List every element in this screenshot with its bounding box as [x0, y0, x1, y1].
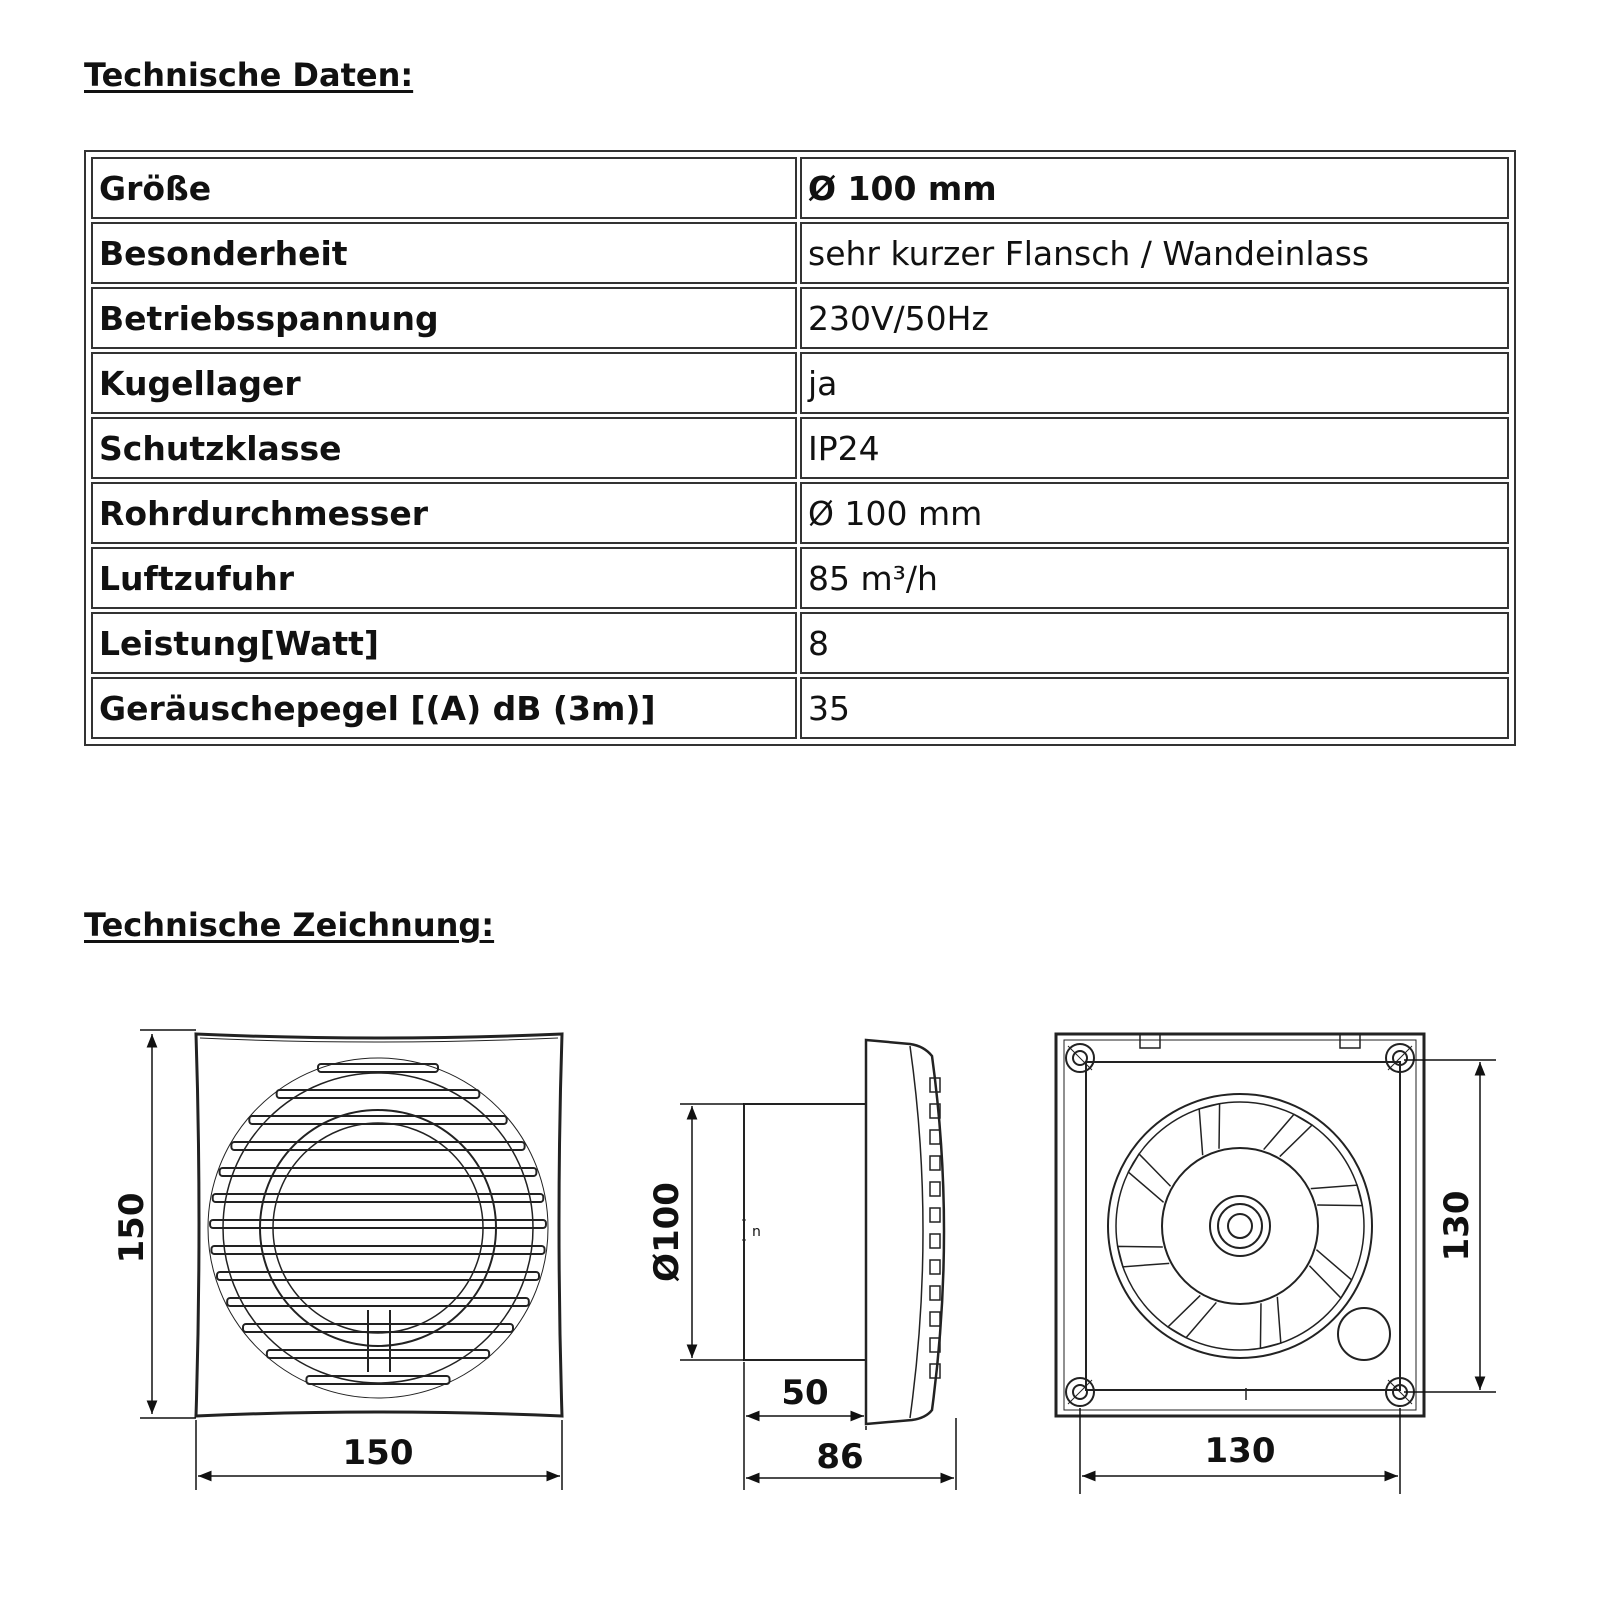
rear-hub [1162, 1148, 1318, 1304]
spec-value: Ø 100 mm [800, 482, 1509, 544]
rear-screw-holes [1066, 1044, 1414, 1406]
dim-front-height: 150 [112, 1192, 152, 1264]
rear-vanes [1118, 1104, 1363, 1349]
grille-bar [318, 1064, 438, 1072]
side-duct [744, 1104, 866, 1360]
rear-view [1056, 1034, 1424, 1416]
spec-value: 85 m³/h [800, 547, 1509, 609]
louvre-tab [930, 1312, 940, 1326]
spec-label: Luftzufuhr [91, 547, 797, 609]
louvre-tab [930, 1156, 940, 1170]
spec-label: Besonderheit [91, 222, 797, 284]
vane [1311, 1185, 1363, 1205]
grille-bar [220, 1168, 537, 1176]
spec-value: 230V/50Hz [800, 287, 1509, 349]
side-small-mark: n [752, 1224, 761, 1240]
spec-value: 8 [800, 612, 1509, 674]
louvre-tab [930, 1208, 940, 1222]
heading-technical-drawing: Technische Zeichnung: [84, 906, 495, 944]
spec-label: Betriebsspannung [91, 287, 797, 349]
grille-bar [243, 1324, 513, 1332]
grille-bar [231, 1142, 524, 1150]
vane [1199, 1104, 1219, 1156]
vane [1264, 1114, 1312, 1156]
rear-cable-port [1338, 1308, 1390, 1360]
spec-value: Ø 100 mm [800, 157, 1509, 219]
spec-label: Geräuschepegel [(A) dB (3m)] [91, 677, 797, 739]
vane [1128, 1154, 1170, 1202]
side-faceplate [866, 1040, 944, 1424]
grille-bar [227, 1298, 529, 1306]
vane [1260, 1297, 1280, 1349]
dim-front-width: 150 [342, 1433, 414, 1473]
heading-technical-data: Technische Daten: [84, 56, 414, 94]
grille-bar [267, 1350, 489, 1358]
spec-label: Größe [91, 157, 797, 219]
dim-rear-width: 130 [1204, 1431, 1276, 1471]
rear-dimensions [1080, 1060, 1496, 1494]
spec-label: Schutzklasse [91, 417, 797, 479]
vane [1309, 1250, 1351, 1298]
spec-value: ja [800, 352, 1509, 414]
spec-value: 35 [800, 677, 1509, 739]
dim-side-diameter: Ø100 [647, 1182, 687, 1282]
dim-side-depth-total: 86 [816, 1437, 864, 1477]
front-view [196, 1034, 562, 1416]
dim-side-depth-short: 50 [781, 1373, 829, 1413]
louvre-tab [930, 1286, 940, 1300]
rear-inner-frame [1086, 1062, 1400, 1390]
dim-rear-height: 130 [1437, 1190, 1477, 1262]
spec-value: sehr kurzer Flansch / Wandeinlass [800, 222, 1509, 284]
spec-label: Kugellager [91, 352, 797, 414]
spec-label: Leistung[Watt] [91, 612, 797, 674]
spec-value: IP24 [800, 417, 1509, 479]
vane [1118, 1246, 1170, 1266]
vane [1168, 1295, 1216, 1337]
grille-bar [277, 1090, 480, 1098]
spec-label: Rohrdurchmesser [91, 482, 797, 544]
louvre-tab [930, 1260, 940, 1274]
louvre-tab [930, 1182, 940, 1196]
grille-bar [217, 1272, 539, 1280]
louvre-tab [930, 1130, 940, 1144]
side-dimensions [680, 1104, 956, 1490]
side-view [742, 1040, 944, 1424]
rear-outer-ring [1108, 1094, 1372, 1358]
louvre-tab [930, 1234, 940, 1248]
